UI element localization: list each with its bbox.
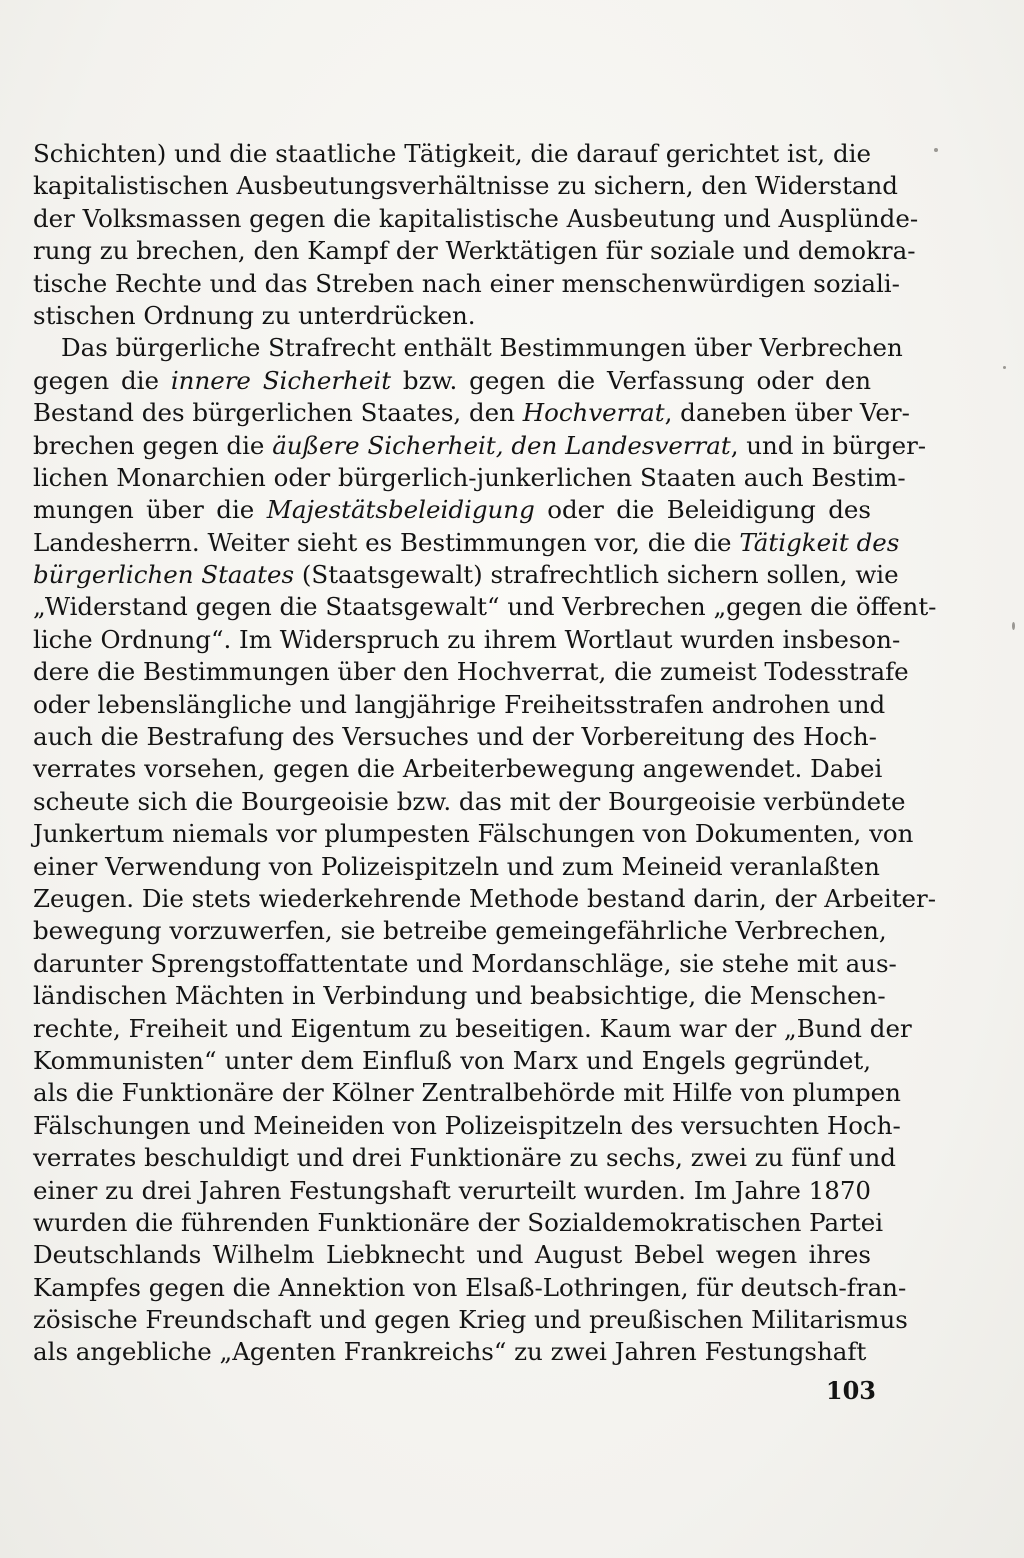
text-line	[33, 494, 871, 526]
text-line: einer Verwendung von Polizeispitzeln und zum Meineid veranlaßten	[33, 851, 880, 881]
italic-term: Majestätsbeleidigung	[266, 495, 535, 525]
text-line: rung zu brechen, den Kampf der Werktätigen für soziale und demokra-	[33, 236, 916, 266]
text-line: Fälschungen und Meineiden von Polizeispitzeln des versuchten Hoch-	[33, 1110, 901, 1140]
text-line: Deutschlands Wilhelm Liebknecht und August Bebel wegen ihres	[33, 1240, 871, 1270]
body-text	[33, 138, 937, 1369]
text-span: , daneben über Ver-	[664, 398, 910, 428]
text-span: (Staatsgewalt) strafrechtlich sichern sollen, wie	[294, 560, 899, 590]
text-line: ländischen Mächten in Verbindung und beabsichtige, die Menschen-	[33, 981, 886, 1011]
text-line: oder lebenslängliche und langjährige Freiheitsstrafen androhen und	[33, 689, 886, 719]
text-line: Kampfes gegen die Annektion von Elsaß-Lothringen, für deutsch-fran-	[33, 1272, 907, 1302]
text-line: liche Ordnung“. Im Widerspruch zu ihrem Wortlaut wurden insbeson-	[33, 624, 901, 654]
italic-term: Tätigkeit des	[739, 527, 900, 557]
scan-speck	[934, 148, 938, 152]
text-line: tische Rechte und das Streben nach einer menschenwürdigen soziali-	[33, 268, 900, 298]
text-line: auch die Bestrafung des Versuches und der Vorbereitung des Hoch-	[33, 722, 877, 752]
scan-speck	[1012, 622, 1015, 630]
text-span: bzw. gegen die Verfassung oder den	[391, 365, 871, 395]
scan-speck	[1003, 366, 1006, 369]
text-line: Junkertum niemals vor plumpesten Fälschungen von Dokumenten, von	[33, 819, 914, 849]
text-line: bewegung vorzuwerfen, sie betreibe gemeingefährliche Verbrechen,	[33, 916, 887, 946]
text-line: als die Funktionäre der Kölner Zentralbehörde mit Hilfe von plumpen	[33, 1078, 901, 1108]
text-line: darunter Sprengstoffattentate und Mordanschläge, sie stehe mit aus-	[33, 948, 897, 978]
italic-term: bürgerlichen Staates	[33, 560, 295, 590]
text-span: mungen über die	[33, 495, 267, 525]
text-line: dere die Bestimmungen über den Hochverrat, die zumeist Todesstrafe	[33, 657, 909, 687]
text-line: verrates vorsehen, gegen die Arbeiterbewegung angewendet. Dabei	[33, 754, 883, 784]
italic-term: innere Sicherheit	[170, 365, 392, 395]
text-line: Kommunisten“ unter dem Einfluß von Marx und Engels gegründet,	[33, 1045, 871, 1075]
text-span: Bestand des bürgerlichen Staates, den	[33, 398, 523, 428]
text-line: „Widerstand gegen die Staatsgewalt“ und Verbrechen „gegen die öffent-	[33, 592, 937, 622]
text-line: rechte, Freiheit und Eigentum zu beseitigen. Kaum war der „Bund der	[33, 1013, 912, 1043]
text-span: gegen die	[33, 365, 171, 395]
text-line: als angebliche „Agenten Frankreichs“ zu zwei Jahren Festungshaft	[33, 1337, 867, 1367]
page-number: 103	[825, 1376, 876, 1405]
text-span: Landesherrn. Weiter sieht es Bestimmungen vor, die die	[33, 527, 740, 557]
italic-term: Hochverrat	[522, 398, 665, 428]
text-line	[33, 559, 899, 591]
text-line: Schichten) und die staatliche Tätigkeit, die darauf gerichtet ist, die	[33, 139, 871, 168]
text-line: der Volksmassen gegen die kapitalistische Ausbeutung und Ausplünde-	[33, 203, 919, 233]
text-line: scheute sich die Bourgeoisie bzw. das mit der Bourgeoisie verbündete	[33, 786, 906, 816]
text-line	[33, 397, 910, 429]
text-line: lichen Monarchien oder bürgerlich-junkerlichen Staaten auch Bestim-	[33, 462, 906, 492]
text-span: brechen gegen die	[33, 430, 273, 460]
text-line: einer zu drei Jahren Festungshaft verurteilt wurden. Im Jahre 1870	[33, 1175, 872, 1205]
text-span: oder die Beleidigung des	[534, 495, 872, 525]
text-line	[33, 430, 927, 462]
text-line: stischen Ordnung zu unterdrücken.	[33, 300, 476, 330]
text-line: wurden die führenden Funktionäre der Sozialdemokratischen Partei	[33, 1207, 884, 1237]
text-span: , und in bürger-	[730, 430, 927, 460]
italic-term: äußere Sicherheit, den Landesverrat	[272, 430, 731, 460]
text-line	[33, 527, 900, 559]
text-line	[33, 365, 871, 397]
text-line: zösische Freundschaft und gegen Krieg und preußischen Militarismus	[33, 1305, 908, 1335]
text-line: verrates beschuldigt und drei Funktionäre zu sechs, zwei zu fünf und	[33, 1143, 896, 1173]
text-line: Das bürgerliche Strafrecht enthält Bestimmungen über Verbrechen	[61, 333, 903, 363]
text-line: kapitalistischen Ausbeutungsverhältnisse zu sichern, den Widerstand	[33, 171, 898, 201]
text-line: Zeugen. Die stets wiederkehrende Methode bestand darin, der Arbeiter-	[33, 883, 937, 913]
